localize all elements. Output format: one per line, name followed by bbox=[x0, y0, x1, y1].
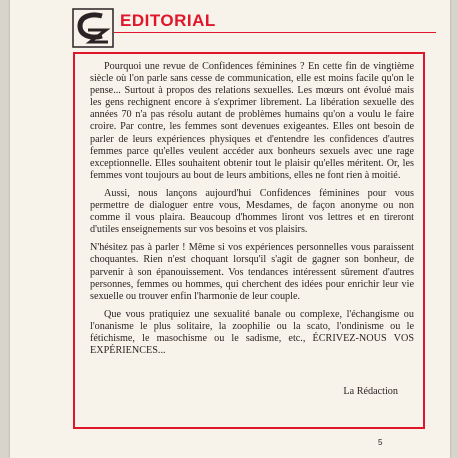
page-number: 5 bbox=[378, 438, 383, 447]
cz-logo-icon bbox=[72, 8, 114, 48]
magazine-page bbox=[10, 0, 450, 458]
header-divider bbox=[114, 32, 436, 33]
paragraph-4: Que vous pratiquiez une sexualité banale ou complexe, l'échangisme ou l'onanisme le plus solitaire, la zoophilie ou la scato, l'ondinisme ou le fétichisme, le masochisme ou le sadisme, etc., ÉCRIVEZ-NOUS VOS EXPÉRIENCES... bbox=[90, 308, 414, 357]
editorial-body bbox=[90, 61, 414, 363]
signature: La Rédaction bbox=[343, 386, 398, 397]
paragraph-2: Aussi, nous lançons aujourd'hui Confidences féminines pour vous permettre de dialoguer entre vous, Mesdames, de façon anonyme ou non comme il vous plaira. Beaucoup d'hommes liront vos lettres et en tireront d'utiles enseignements sur vos besoins et vos plaisirs. bbox=[90, 187, 414, 236]
paragraph-3: N'hésitez pas à parler ! Même si vos expériences personnelles vous paraissent choquantes. Rien n'est choquant lorsqu'il s'agit de gagner son bonheur, de parvenir à son épanouissement. Vos tendances intéressent sûrement d'autres personnes, femmes ou hommes, qui cherchent des idées pour enrichir leur vie sexuelle ou trouver enfin l'harmonie de leur couple. bbox=[90, 242, 414, 302]
paragraph-1: Pourquoi une revue de Confidences féminines ? En cette fin de vingtième siècle où l'on parle sans cesse de communication, elle est moins facile qu'on le pense... Surtout à propos des relations sexuelles. Les mœurs ont évolué mais les gens rechignent encore à s'exprimer librement. La libération sexuelle des années 70 n'a pas résolu autant de problèmes humains qu'on a voulu le faire croire. Par contre, les femmes sont devenues exigeantes. Elles ont besoin de parler de leurs expériences physiques et d'entendre les confidences d'autres femmes parce qu'elles veulent accéder aux bonheurs sexuels avec une rage exceptionnelle. Elles souhaitent obtenir tout le plaisir qu'elles méritent. Or, les femmes vont toujours au bout de leurs ambitions, elles ne font rien à moitié. bbox=[90, 61, 414, 181]
page-title: EDITORIAL bbox=[120, 11, 216, 30]
